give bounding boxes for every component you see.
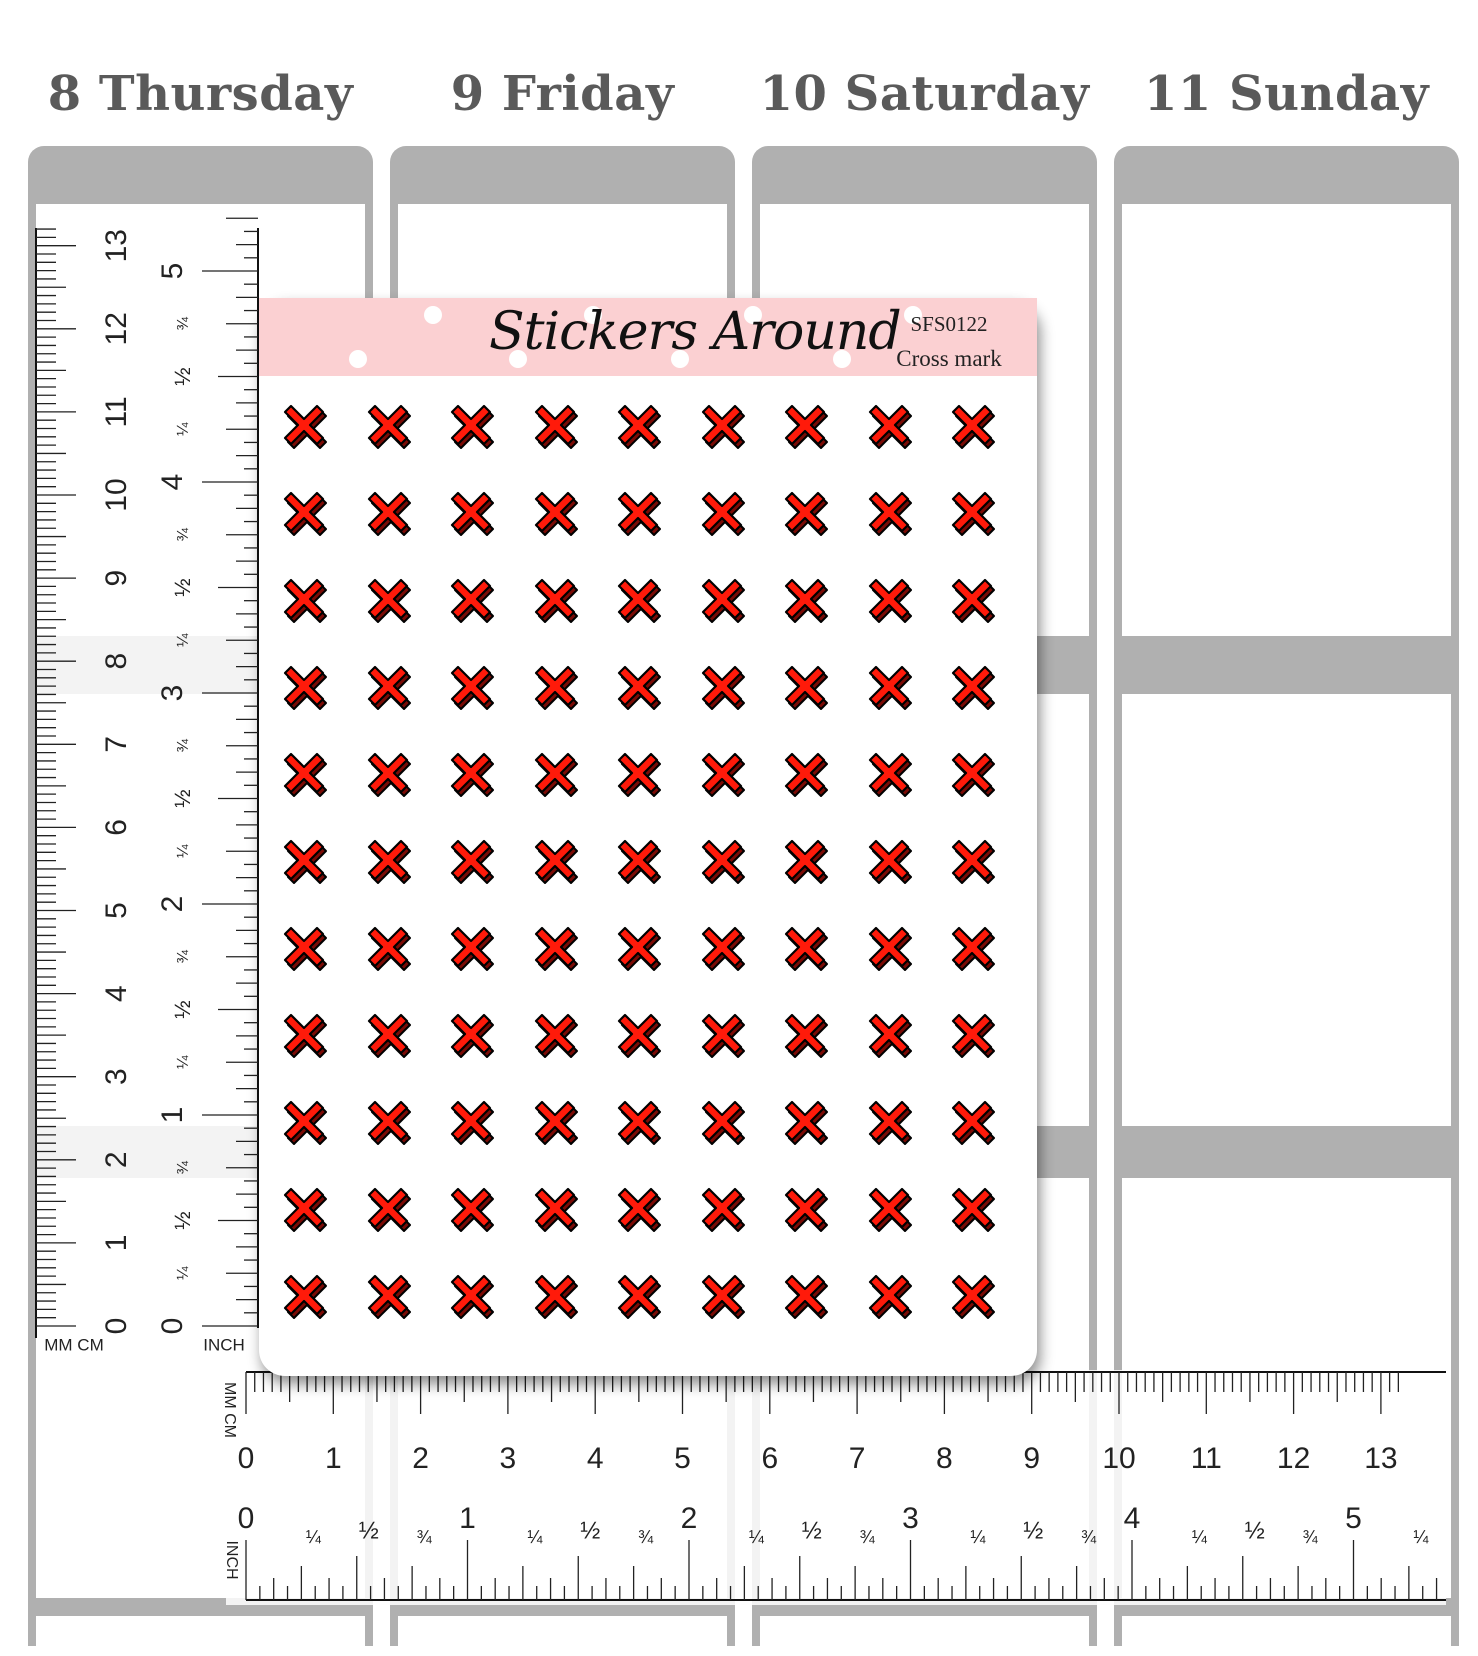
cross-mark-icon — [361, 572, 421, 632]
ruler-body — [36, 228, 260, 1408]
cross-mark-icon — [695, 572, 755, 632]
cross-mark-icon — [778, 1094, 838, 1154]
cross-mark-icon — [862, 572, 922, 632]
horizontal-ruler — [220, 1370, 1446, 1605]
cross-mark-icon — [611, 1007, 671, 1067]
sticker-description: Cross mark — [896, 346, 1002, 371]
cross-mark-icon — [862, 746, 922, 806]
cross-mark-icon — [528, 1007, 588, 1067]
cross-mark-icon — [277, 1181, 337, 1241]
inch-fraction: ½ — [169, 789, 195, 808]
inch-fraction: ¾ — [416, 1526, 432, 1547]
sku-code: SFS0122 — [910, 312, 988, 336]
inch-fraction: ¾ — [175, 528, 193, 542]
inch-fraction: ¾ — [859, 1526, 875, 1547]
cm-number: 4 — [586, 1441, 604, 1475]
cm-number: 9 — [99, 569, 133, 587]
cross-mark-icon — [528, 398, 588, 458]
cross-mark-icon — [444, 572, 504, 632]
cross-mark-icon — [528, 746, 588, 806]
cross-mark-icon — [444, 485, 504, 545]
cross-mark-icon — [778, 659, 838, 719]
cross-mark-icon — [778, 572, 838, 632]
inch-number: 3 — [155, 684, 189, 702]
cross-mark-icon — [361, 746, 421, 806]
inch-fraction: ¼ — [1191, 1526, 1207, 1547]
cm-number: 8 — [936, 1441, 953, 1475]
column-box — [36, 1616, 365, 1656]
cross-mark-icon — [862, 485, 922, 545]
inch-fraction: ¾ — [1081, 1526, 1097, 1547]
cm-number: 12 — [99, 312, 133, 346]
cross-mark-icon — [528, 833, 588, 893]
inch-fraction: ½ — [801, 1517, 822, 1545]
cross-mark-icon — [277, 1268, 337, 1328]
cross-mark-icon — [945, 1268, 1005, 1328]
cm-label: MM CM — [220, 1382, 238, 1438]
cross-mark-icon — [695, 1094, 755, 1154]
inch-number: 3 — [902, 1501, 919, 1535]
cross-mark-icon — [611, 485, 671, 545]
cross-mark-icon — [862, 1094, 922, 1154]
cross-mark-icon — [277, 746, 337, 806]
cm-number: 7 — [848, 1441, 866, 1475]
cross-mark-icon — [361, 1181, 421, 1241]
inch-number: 5 — [155, 262, 189, 280]
cross-mark-icon — [444, 1094, 504, 1154]
inch-fraction: ¼ — [970, 1526, 986, 1547]
cross-mark-icon — [778, 1268, 838, 1328]
sticker-sheet — [259, 298, 1037, 1376]
cm-label: MM CM — [44, 1335, 104, 1355]
cross-mark-icon — [361, 833, 421, 893]
cross-mark-icon — [277, 659, 337, 719]
cross-mark-icon — [695, 659, 755, 719]
cm-number: 2 — [412, 1441, 429, 1475]
cross-mark-icon — [945, 1181, 1005, 1241]
cross-mark-icon — [862, 398, 922, 458]
column-box — [1122, 204, 1451, 636]
inch-number: 4 — [155, 473, 189, 491]
inch-number: 0 — [155, 1317, 189, 1335]
cross-mark-icon — [444, 746, 504, 806]
decorative-dot — [349, 350, 367, 368]
cross-mark-icon — [444, 659, 504, 719]
cross-mark-icon — [361, 485, 421, 545]
vertical-ruler — [36, 228, 260, 1408]
cm-number: 2 — [99, 1151, 133, 1169]
inch-fraction: ¼ — [305, 1526, 321, 1547]
inch-fraction: ¾ — [175, 739, 193, 753]
cross-mark-icon — [862, 659, 922, 719]
cm-number: 13 — [99, 229, 133, 263]
day-header-friday: 9 Friday — [450, 66, 675, 122]
cross-mark-icon — [862, 1007, 922, 1067]
cross-mark-icon — [695, 1181, 755, 1241]
inch-fraction: ½ — [358, 1517, 379, 1545]
cross-mark-icon — [444, 398, 504, 458]
column-box — [1122, 1616, 1451, 1656]
inch-number: 2 — [680, 1501, 698, 1535]
cross-mark-icon — [778, 746, 838, 806]
cross-mark-icon — [277, 572, 337, 632]
cm-number: 5 — [99, 902, 133, 919]
cross-mark-icon — [695, 833, 755, 893]
cross-mark-icon — [361, 659, 421, 719]
cm-number: 5 — [674, 1441, 691, 1475]
inch-number: 0 — [237, 1501, 255, 1535]
cross-mark-icon — [611, 833, 671, 893]
cm-number: 4 — [99, 985, 133, 1002]
inch-fraction: ½ — [1023, 1517, 1044, 1545]
cross-mark-icon — [611, 659, 671, 719]
cm-number: 1 — [324, 1441, 342, 1475]
cross-mark-icon — [862, 920, 922, 980]
cross-mark-icon — [611, 398, 671, 458]
horizontal-ruler-graphic — [220, 1370, 1446, 1605]
cross-mark-icon — [277, 485, 337, 545]
day-header-sunday: 11 Sunday — [1143, 66, 1430, 122]
cross-mark-icon — [945, 572, 1005, 632]
sheet-header-band — [259, 298, 1037, 376]
cross-mark-icon — [945, 1007, 1005, 1067]
cross-mark-icon — [695, 746, 755, 806]
cm-number: 3 — [499, 1441, 517, 1475]
inch-number: 1 — [155, 1106, 189, 1124]
cross-mark-icon — [361, 920, 421, 980]
cm-number: 10 — [99, 478, 133, 512]
inch-fraction: ¼ — [175, 1266, 193, 1280]
cross-mark-icon — [528, 659, 588, 719]
inch-fraction: ½ — [580, 1517, 601, 1545]
cross-mark-icon — [611, 746, 671, 806]
cm-number: 0 — [99, 1317, 133, 1335]
cross-mark-icon — [945, 746, 1005, 806]
cm-number: 6 — [761, 1441, 779, 1475]
cross-mark-icon — [444, 833, 504, 893]
cross-mark-icon — [611, 1181, 671, 1241]
cross-mark-icon — [611, 1094, 671, 1154]
inch-fraction: ½ — [169, 1000, 195, 1019]
column-box — [1122, 694, 1451, 1126]
inch-fraction: ¾ — [175, 950, 193, 964]
day-header-saturday: 10 Saturday — [759, 66, 1090, 122]
decorative-dot — [424, 306, 442, 324]
inch-fraction: ¼ — [748, 1526, 764, 1547]
inch-label: INCH — [222, 1540, 240, 1580]
cross-mark-icon — [528, 1094, 588, 1154]
inch-fraction: ¼ — [175, 422, 193, 436]
inch-fraction: ¾ — [638, 1526, 654, 1547]
cross-mark-icon — [695, 1007, 755, 1067]
inch-number: 1 — [459, 1501, 476, 1535]
cm-number: 1 — [99, 1234, 133, 1252]
cross-mark-icon — [862, 1181, 922, 1241]
cm-number: 6 — [99, 819, 133, 836]
column-box — [398, 1616, 727, 1656]
inch-number: 5 — [1345, 1501, 1362, 1535]
cross-mark-icon — [444, 1268, 504, 1328]
cm-number: 0 — [237, 1441, 255, 1475]
inch-fraction: ¾ — [1302, 1526, 1318, 1547]
cross-mark-icon — [611, 1268, 671, 1328]
inch-fraction: ¼ — [527, 1526, 543, 1547]
cross-mark-icon — [695, 1268, 755, 1328]
inch-fraction: ¼ — [175, 633, 193, 647]
cm-number: 10 — [1102, 1441, 1136, 1475]
cross-mark-icon — [945, 398, 1005, 458]
cross-mark-icon — [778, 833, 838, 893]
cross-mark-icon — [277, 1094, 337, 1154]
inch-fraction: ½ — [1244, 1517, 1265, 1545]
cm-number: 9 — [1023, 1441, 1041, 1475]
cross-mark-icon — [695, 920, 755, 980]
cross-mark-icon — [277, 833, 337, 893]
cross-mark-icon — [277, 920, 337, 980]
inch-fraction: ¼ — [175, 844, 193, 858]
cross-mark-icon — [361, 398, 421, 458]
cross-mark-icon — [945, 1094, 1005, 1154]
cm-number: 13 — [1364, 1441, 1398, 1475]
inch-fraction: ¼ — [1413, 1526, 1429, 1547]
cross-mark-icon — [778, 920, 838, 980]
cm-number: 3 — [99, 1068, 133, 1086]
cross-mark-icon — [945, 659, 1005, 719]
cross-mark-icon — [528, 485, 588, 545]
inch-fraction: ½ — [169, 1211, 195, 1230]
inch-fraction: ½ — [169, 367, 195, 386]
cross-mark-icon — [695, 485, 755, 545]
inch-number: 4 — [1123, 1501, 1141, 1535]
cross-mark-icon — [778, 1007, 838, 1067]
inch-fraction: ¾ — [175, 317, 193, 331]
inch-fraction: ½ — [169, 578, 195, 597]
cross-mark-icon — [778, 1181, 838, 1241]
cm-number: 11 — [99, 396, 133, 428]
cross-mark-icon — [528, 1268, 588, 1328]
cm-number: 12 — [1276, 1441, 1311, 1475]
cross-mark-icon — [695, 398, 755, 458]
cm-number: 11 — [1190, 1441, 1222, 1475]
cross-mark-icon — [444, 920, 504, 980]
cross-mark-icon — [444, 1007, 504, 1067]
brand-title: Stickers Around — [489, 302, 901, 362]
cross-mark-icon — [277, 1007, 337, 1067]
day-header-thursday: 8 Thursday — [47, 66, 354, 122]
column-box — [760, 1616, 1089, 1656]
cross-mark-icon — [528, 572, 588, 632]
cross-mark-icon — [611, 572, 671, 632]
cross-mark-icon — [611, 920, 671, 980]
cross-mark-icon — [945, 485, 1005, 545]
vertical-ruler-graphic — [36, 228, 260, 1408]
cross-mark-icon — [444, 1181, 504, 1241]
cross-mark-icon — [862, 833, 922, 893]
cross-mark-icon — [945, 833, 1005, 893]
inch-label: INCH — [203, 1335, 245, 1355]
cross-mark-icon — [528, 920, 588, 980]
inch-fraction: ¾ — [175, 1161, 193, 1175]
cross-mark-icon — [361, 1268, 421, 1328]
cross-mark-icon — [778, 398, 838, 458]
cross-mark-icon — [778, 485, 838, 545]
cross-mark-icon — [945, 920, 1005, 980]
cross-mark-icon — [862, 1268, 922, 1328]
cross-mark-icon — [528, 1181, 588, 1241]
ruler-body — [226, 1370, 1446, 1605]
inch-number: 2 — [155, 895, 189, 913]
cm-number: 8 — [99, 652, 133, 670]
cm-number: 7 — [99, 735, 133, 753]
cross-mark-icon — [277, 398, 337, 458]
cross-mark-icon — [361, 1094, 421, 1154]
cross-mark-icon — [361, 1007, 421, 1067]
inch-fraction: ¼ — [175, 1055, 193, 1069]
